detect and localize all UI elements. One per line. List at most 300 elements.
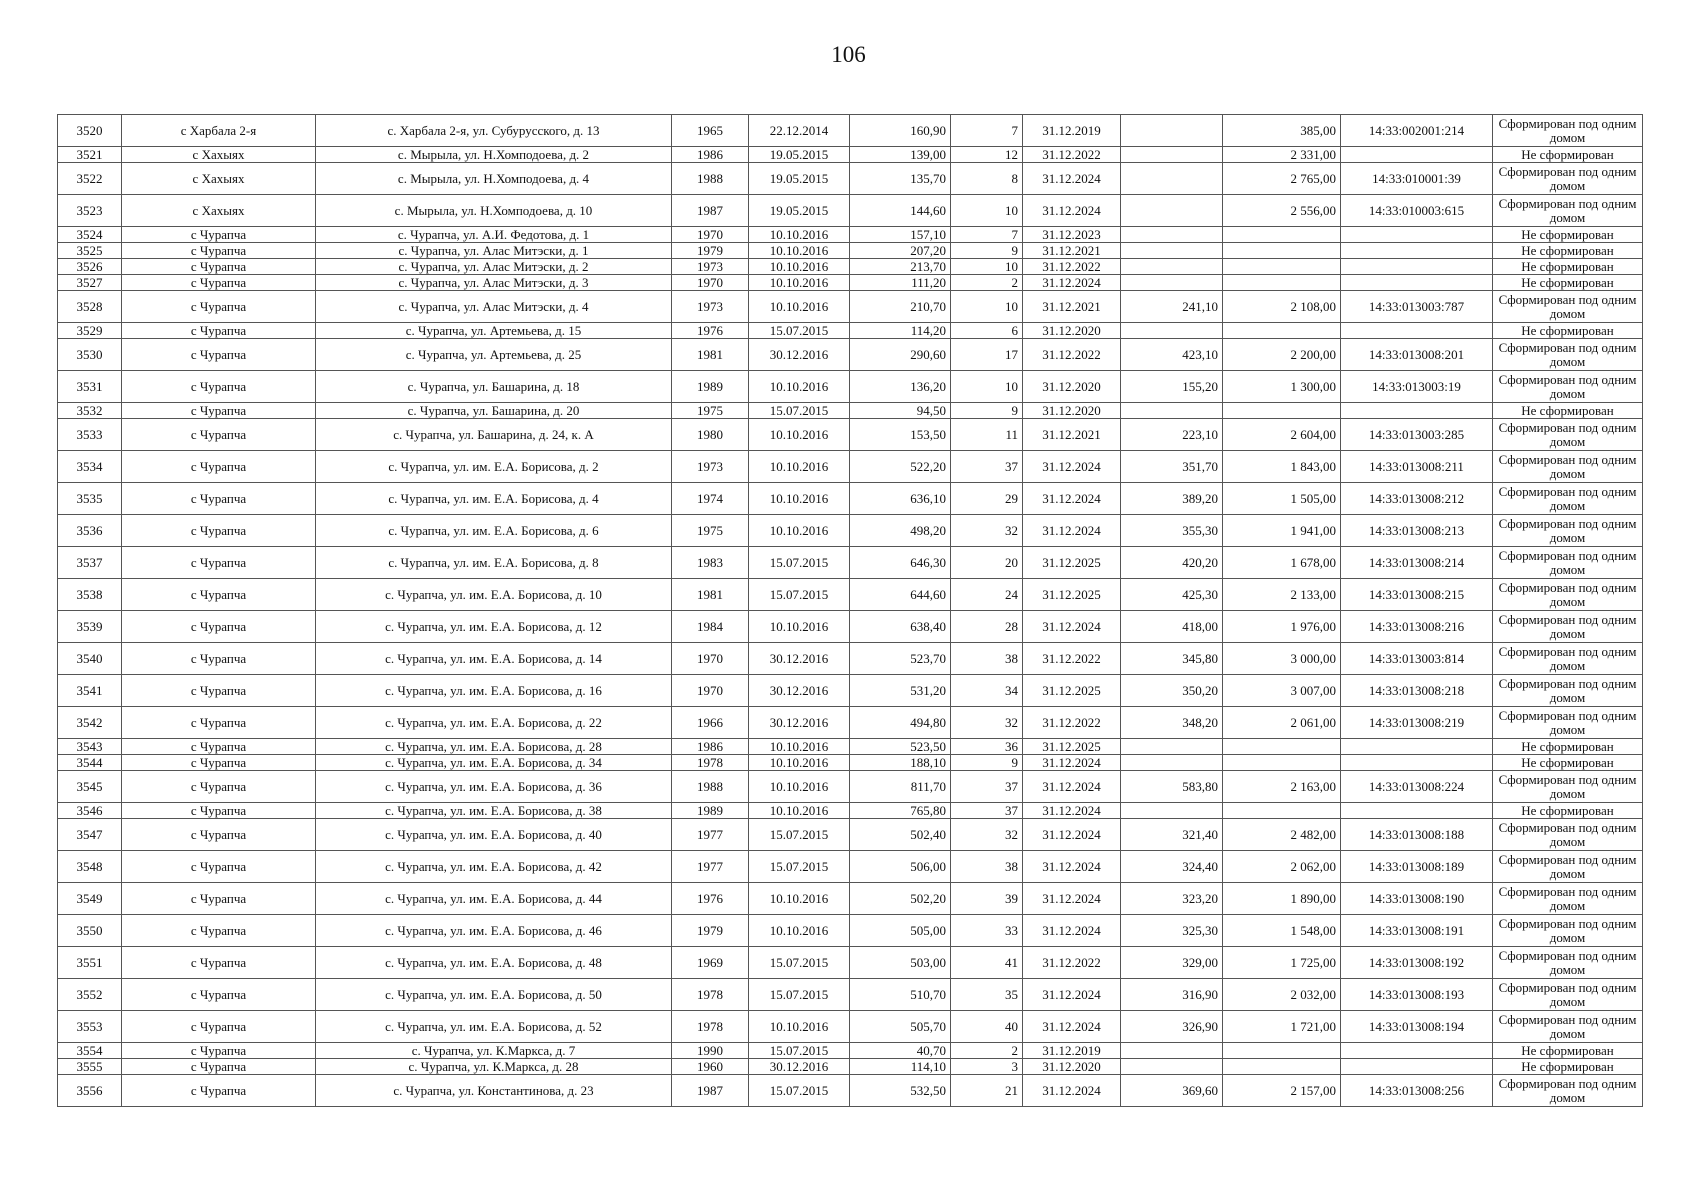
cell-planned-date: 31.12.2024 bbox=[1023, 819, 1121, 851]
cell-area: 636,10 bbox=[850, 483, 951, 515]
cell-land-status: Сформирован под одним домом bbox=[1493, 1011, 1643, 1043]
cell-address: с. Чурапча, ул. им. Е.А. Борисова, д. 16 bbox=[316, 675, 672, 707]
cell-residents: 3 bbox=[951, 1059, 1023, 1075]
cell-area: 505,70 bbox=[850, 1011, 951, 1043]
table-row bbox=[58, 419, 1643, 451]
cell-address: с. Чурапча, ул. им. Е.А. Борисова, д. 48 bbox=[316, 947, 672, 979]
cell-year-built: 1987 bbox=[672, 195, 749, 227]
cell-number: 3535 bbox=[58, 483, 122, 515]
cell-building-footprint: 351,70 bbox=[1121, 451, 1223, 483]
table-row bbox=[58, 339, 1643, 371]
cell-recognition-date: 15.07.2015 bbox=[749, 1043, 850, 1059]
cell-address: с. Чурапча, ул. им. Е.А. Борисова, д. 10 bbox=[316, 579, 672, 611]
cell-area: 502,20 bbox=[850, 883, 951, 915]
cell-address: с. Чурапча, ул. им. Е.А. Борисова, д. 2 bbox=[316, 451, 672, 483]
cell-recognition-date: 10.10.2016 bbox=[749, 611, 850, 643]
cell-planned-date: 31.12.2024 bbox=[1023, 451, 1121, 483]
table-row bbox=[58, 195, 1643, 227]
cell-settlement: с Чурапча bbox=[122, 451, 316, 483]
cell-year-built: 1977 bbox=[672, 819, 749, 851]
cell-year-built: 1989 bbox=[672, 803, 749, 819]
table-row bbox=[58, 611, 1643, 643]
table-row bbox=[58, 323, 1643, 339]
cell-area: 188,10 bbox=[850, 755, 951, 771]
cell-cadastral-number bbox=[1341, 755, 1493, 771]
cell-cadastral-number: 14:33:013003:814 bbox=[1341, 643, 1493, 675]
cell-residents: 32 bbox=[951, 515, 1023, 547]
cell-settlement: с Чурапча bbox=[122, 739, 316, 755]
cell-area: 523,70 bbox=[850, 643, 951, 675]
table-row bbox=[58, 115, 1643, 147]
cell-planned-date: 31.12.2022 bbox=[1023, 947, 1121, 979]
cell-number: 3529 bbox=[58, 323, 122, 339]
table-row bbox=[58, 771, 1643, 803]
cell-building-footprint bbox=[1121, 163, 1223, 195]
cell-cadastral-number: 14:33:013008:215 bbox=[1341, 579, 1493, 611]
cell-area: 811,70 bbox=[850, 771, 951, 803]
cell-land-status: Сформирован под одним домом bbox=[1493, 707, 1643, 739]
cell-land-area: 2 556,00 bbox=[1223, 195, 1341, 227]
cell-cadastral-number: 14:33:013008:192 bbox=[1341, 947, 1493, 979]
cell-address: с. Чурапча, ул. им. Е.А. Борисова, д. 50 bbox=[316, 979, 672, 1011]
cell-planned-date: 31.12.2020 bbox=[1023, 1059, 1121, 1075]
cell-year-built: 1975 bbox=[672, 403, 749, 419]
cell-area: 531,20 bbox=[850, 675, 951, 707]
cell-number: 3551 bbox=[58, 947, 122, 979]
cell-cadastral-number: 14:33:013003:787 bbox=[1341, 291, 1493, 323]
cell-area: 506,00 bbox=[850, 851, 951, 883]
cell-cadastral-number bbox=[1341, 243, 1493, 259]
cell-planned-date: 31.12.2024 bbox=[1023, 483, 1121, 515]
cell-cadastral-number bbox=[1341, 1059, 1493, 1075]
cell-land-status: Сформирован под одним домом bbox=[1493, 291, 1643, 323]
cell-year-built: 1970 bbox=[672, 675, 749, 707]
table-row bbox=[58, 1059, 1643, 1075]
cell-planned-date: 31.12.2021 bbox=[1023, 243, 1121, 259]
cell-planned-date: 31.12.2022 bbox=[1023, 147, 1121, 163]
cell-land-area: 1 890,00 bbox=[1223, 883, 1341, 915]
cell-number: 3556 bbox=[58, 1075, 122, 1107]
cell-settlement: с Чурапча bbox=[122, 611, 316, 643]
cell-address: с. Чурапча, ул. им. Е.А. Борисова, д. 42 bbox=[316, 851, 672, 883]
cell-building-footprint: 369,60 bbox=[1121, 1075, 1223, 1107]
cell-number: 3521 bbox=[58, 147, 122, 163]
cell-recognition-date: 15.07.2015 bbox=[749, 947, 850, 979]
cell-year-built: 1974 bbox=[672, 483, 749, 515]
cell-settlement: с Чурапча bbox=[122, 1043, 316, 1059]
cell-building-footprint bbox=[1121, 403, 1223, 419]
cell-area: 153,50 bbox=[850, 419, 951, 451]
cell-recognition-date: 10.10.2016 bbox=[749, 451, 850, 483]
cell-planned-date: 31.12.2023 bbox=[1023, 227, 1121, 243]
table-row bbox=[58, 739, 1643, 755]
cell-address: с. Чурапча, ул. им. Е.А. Борисова, д. 6 bbox=[316, 515, 672, 547]
cell-land-status: Не сформирован bbox=[1493, 1043, 1643, 1059]
cell-residents: 32 bbox=[951, 707, 1023, 739]
cell-address: с. Чурапча, ул. им. Е.А. Борисова, д. 4 bbox=[316, 483, 672, 515]
cell-year-built: 1989 bbox=[672, 371, 749, 403]
cell-recognition-date: 30.12.2016 bbox=[749, 675, 850, 707]
table-row bbox=[58, 579, 1643, 611]
cell-residents: 28 bbox=[951, 611, 1023, 643]
cell-settlement: с Хахыях bbox=[122, 163, 316, 195]
cell-recognition-date: 15.07.2015 bbox=[749, 403, 850, 419]
cell-planned-date: 31.12.2024 bbox=[1023, 883, 1121, 915]
cell-address: с. Чурапча, ул. Константинова, д. 23 bbox=[316, 1075, 672, 1107]
cell-building-footprint: 321,40 bbox=[1121, 819, 1223, 851]
cell-land-area: 385,00 bbox=[1223, 115, 1341, 147]
cell-land-status: Сформирован под одним домом bbox=[1493, 915, 1643, 947]
table-row bbox=[58, 371, 1643, 403]
table-row bbox=[58, 275, 1643, 291]
cell-cadastral-number: 14:33:013008:219 bbox=[1341, 707, 1493, 739]
cell-address: с. Чурапча, ул. им. Е.А. Борисова, д. 12 bbox=[316, 611, 672, 643]
cell-cadastral-number: 14:33:002001:214 bbox=[1341, 115, 1493, 147]
cell-recognition-date: 30.12.2016 bbox=[749, 643, 850, 675]
cell-residents: 41 bbox=[951, 947, 1023, 979]
cell-settlement: с Чурапча bbox=[122, 371, 316, 403]
cell-settlement: с Чурапча bbox=[122, 419, 316, 451]
table-row bbox=[58, 883, 1643, 915]
cell-land-area: 1 976,00 bbox=[1223, 611, 1341, 643]
table-row bbox=[58, 819, 1643, 851]
cell-year-built: 1965 bbox=[672, 115, 749, 147]
cell-area: 94,50 bbox=[850, 403, 951, 419]
cell-cadastral-number: 14:33:013008:214 bbox=[1341, 547, 1493, 579]
cell-number: 3545 bbox=[58, 771, 122, 803]
cell-settlement: с Чурапча bbox=[122, 291, 316, 323]
cell-recognition-date: 10.10.2016 bbox=[749, 371, 850, 403]
cell-building-footprint: 155,20 bbox=[1121, 371, 1223, 403]
table-row bbox=[58, 675, 1643, 707]
cell-land-status: Сформирован под одним домом bbox=[1493, 419, 1643, 451]
cell-number: 3555 bbox=[58, 1059, 122, 1075]
cell-cadastral-number bbox=[1341, 403, 1493, 419]
cell-address: с. Чурапча, ул. Алас Митэски, д. 4 bbox=[316, 291, 672, 323]
cell-address: с. Чурапча, ул. им. Е.А. Борисова, д. 8 bbox=[316, 547, 672, 579]
cell-cadastral-number bbox=[1341, 803, 1493, 819]
cell-residents: 32 bbox=[951, 819, 1023, 851]
cell-recognition-date: 15.07.2015 bbox=[749, 1075, 850, 1107]
cell-land-area bbox=[1223, 259, 1341, 275]
cell-planned-date: 31.12.2024 bbox=[1023, 163, 1121, 195]
cell-recognition-date: 30.12.2016 bbox=[749, 339, 850, 371]
cell-address: с. Чурапча, ул. К.Маркса, д. 7 bbox=[316, 1043, 672, 1059]
cell-area: 765,80 bbox=[850, 803, 951, 819]
cell-cadastral-number: 14:33:013008:190 bbox=[1341, 883, 1493, 915]
cell-cadastral-number: 14:33:013008:216 bbox=[1341, 611, 1493, 643]
cell-land-status: Сформирован под одним домом bbox=[1493, 547, 1643, 579]
cell-land-status: Сформирован под одним домом bbox=[1493, 611, 1643, 643]
cell-residents: 17 bbox=[951, 339, 1023, 371]
cell-recognition-date: 10.10.2016 bbox=[749, 915, 850, 947]
cell-number: 3520 bbox=[58, 115, 122, 147]
cell-cadastral-number bbox=[1341, 227, 1493, 243]
page-number: 106 bbox=[831, 42, 866, 67]
cell-residents: 33 bbox=[951, 915, 1023, 947]
cell-year-built: 1983 bbox=[672, 547, 749, 579]
cell-planned-date: 31.12.2020 bbox=[1023, 323, 1121, 339]
cell-recognition-date: 10.10.2016 bbox=[749, 275, 850, 291]
cell-year-built: 1987 bbox=[672, 1075, 749, 1107]
cell-planned-date: 31.12.2024 bbox=[1023, 275, 1121, 291]
cell-land-area: 1 678,00 bbox=[1223, 547, 1341, 579]
cell-planned-date: 31.12.2024 bbox=[1023, 515, 1121, 547]
cell-residents: 8 bbox=[951, 163, 1023, 195]
cell-area: 505,00 bbox=[850, 915, 951, 947]
cell-settlement: с Чурапча bbox=[122, 483, 316, 515]
cell-area: 114,20 bbox=[850, 323, 951, 339]
cell-settlement: с Чурапча bbox=[122, 275, 316, 291]
cell-year-built: 1973 bbox=[672, 291, 749, 323]
cell-year-built: 1990 bbox=[672, 1043, 749, 1059]
cell-building-footprint: 324,40 bbox=[1121, 851, 1223, 883]
cell-residents: 2 bbox=[951, 1043, 1023, 1059]
cell-address: с. Чурапча, ул. Башарина, д. 20 bbox=[316, 403, 672, 419]
table-row bbox=[58, 1075, 1643, 1107]
cell-land-status: Не сформирован bbox=[1493, 243, 1643, 259]
cell-planned-date: 31.12.2024 bbox=[1023, 195, 1121, 227]
table-row bbox=[58, 515, 1643, 547]
cell-number: 3553 bbox=[58, 1011, 122, 1043]
cell-year-built: 1970 bbox=[672, 227, 749, 243]
cell-year-built: 1978 bbox=[672, 755, 749, 771]
cell-cadastral-number: 14:33:013008:218 bbox=[1341, 675, 1493, 707]
cell-year-built: 1980 bbox=[672, 419, 749, 451]
cell-settlement: с Чурапча bbox=[122, 227, 316, 243]
cell-building-footprint bbox=[1121, 1059, 1223, 1075]
cell-area: 498,20 bbox=[850, 515, 951, 547]
cell-planned-date: 31.12.2024 bbox=[1023, 915, 1121, 947]
cell-recognition-date: 10.10.2016 bbox=[749, 771, 850, 803]
cell-number: 3541 bbox=[58, 675, 122, 707]
cell-settlement: с Чурапча bbox=[122, 851, 316, 883]
cell-land-status: Не сформирован bbox=[1493, 1059, 1643, 1075]
cell-settlement: с Чурапча bbox=[122, 339, 316, 371]
cell-cadastral-number: 14:33:013003:19 bbox=[1341, 371, 1493, 403]
cell-address: с. Мырыла, ул. Н.Хомподоева, д. 10 bbox=[316, 195, 672, 227]
cell-year-built: 1970 bbox=[672, 275, 749, 291]
cell-cadastral-number: 14:33:013008:189 bbox=[1341, 851, 1493, 883]
cell-cadastral-number: 14:33:013008:201 bbox=[1341, 339, 1493, 371]
table-row bbox=[58, 403, 1643, 419]
cell-recognition-date: 19.05.2015 bbox=[749, 147, 850, 163]
table-row bbox=[58, 643, 1643, 675]
cell-address: с. Чурапча, ул. Алас Митэски, д. 3 bbox=[316, 275, 672, 291]
table-body bbox=[58, 115, 1643, 1107]
cell-residents: 9 bbox=[951, 403, 1023, 419]
cell-recognition-date: 15.07.2015 bbox=[749, 547, 850, 579]
cell-land-status: Сформирован под одним домом bbox=[1493, 115, 1643, 147]
cell-land-status: Сформирован под одним домом bbox=[1493, 515, 1643, 547]
cell-building-footprint: 350,20 bbox=[1121, 675, 1223, 707]
cell-settlement: с Чурапча bbox=[122, 675, 316, 707]
cell-address: с. Чурапча, ул. Артемьева, д. 25 bbox=[316, 339, 672, 371]
cell-land-status: Сформирован под одним домом bbox=[1493, 451, 1643, 483]
cell-building-footprint: 325,30 bbox=[1121, 915, 1223, 947]
cell-cadastral-number: 14:33:010001:39 bbox=[1341, 163, 1493, 195]
cell-address: с. Чурапча, ул. им. Е.А. Борисова, д. 36 bbox=[316, 771, 672, 803]
table-row bbox=[58, 451, 1643, 483]
cell-year-built: 1975 bbox=[672, 515, 749, 547]
table-row bbox=[58, 547, 1643, 579]
cell-planned-date: 31.12.2024 bbox=[1023, 1075, 1121, 1107]
table-row bbox=[58, 259, 1643, 275]
cell-address: с. Чурапча, ул. Башарина, д. 18 bbox=[316, 371, 672, 403]
cell-settlement: с Чурапча bbox=[122, 979, 316, 1011]
cell-year-built: 1976 bbox=[672, 323, 749, 339]
cell-land-area: 2 163,00 bbox=[1223, 771, 1341, 803]
cell-building-footprint: 583,80 bbox=[1121, 771, 1223, 803]
cell-land-status: Сформирован под одним домом bbox=[1493, 339, 1643, 371]
cell-residents: 34 bbox=[951, 675, 1023, 707]
cell-address: с. Чурапча, ул. им. Е.А. Борисова, д. 14 bbox=[316, 643, 672, 675]
cell-planned-date: 31.12.2025 bbox=[1023, 579, 1121, 611]
cell-number: 3534 bbox=[58, 451, 122, 483]
cell-recognition-date: 10.10.2016 bbox=[749, 227, 850, 243]
cell-recognition-date: 10.10.2016 bbox=[749, 419, 850, 451]
cell-recognition-date: 10.10.2016 bbox=[749, 755, 850, 771]
cell-planned-date: 31.12.2025 bbox=[1023, 547, 1121, 579]
cell-year-built: 1978 bbox=[672, 1011, 749, 1043]
cell-recognition-date: 10.10.2016 bbox=[749, 883, 850, 915]
cell-recognition-date: 15.07.2015 bbox=[749, 979, 850, 1011]
cell-building-footprint bbox=[1121, 115, 1223, 147]
cell-land-area: 3 007,00 bbox=[1223, 675, 1341, 707]
cell-number: 3550 bbox=[58, 915, 122, 947]
cell-cadastral-number: 14:33:013008:194 bbox=[1341, 1011, 1493, 1043]
cell-number: 3540 bbox=[58, 643, 122, 675]
cell-settlement: с Чурапча bbox=[122, 819, 316, 851]
cell-year-built: 1976 bbox=[672, 883, 749, 915]
cell-residents: 10 bbox=[951, 291, 1023, 323]
cell-number: 3554 bbox=[58, 1043, 122, 1059]
cell-address: с. Чурапча, ул. Алас Митэски, д. 2 bbox=[316, 259, 672, 275]
cell-year-built: 1979 bbox=[672, 243, 749, 259]
cell-recognition-date: 19.05.2015 bbox=[749, 195, 850, 227]
cell-residents: 36 bbox=[951, 739, 1023, 755]
cell-building-footprint: 323,20 bbox=[1121, 883, 1223, 915]
cell-land-area bbox=[1223, 1043, 1341, 1059]
cell-building-footprint: 423,10 bbox=[1121, 339, 1223, 371]
table-row bbox=[58, 979, 1643, 1011]
cell-building-footprint: 425,30 bbox=[1121, 579, 1223, 611]
cell-building-footprint bbox=[1121, 323, 1223, 339]
cell-building-footprint bbox=[1121, 739, 1223, 755]
cell-residents: 40 bbox=[951, 1011, 1023, 1043]
cell-number: 3542 bbox=[58, 707, 122, 739]
cell-land-status: Не сформирован bbox=[1493, 739, 1643, 755]
cell-building-footprint: 345,80 bbox=[1121, 643, 1223, 675]
cell-cadastral-number bbox=[1341, 147, 1493, 163]
cell-land-status: Сформирован под одним домом bbox=[1493, 819, 1643, 851]
cell-building-footprint bbox=[1121, 275, 1223, 291]
cell-address: с. Чурапча, ул. им. Е.А. Борисова, д. 44 bbox=[316, 883, 672, 915]
cell-address: с. Мырыла, ул. Н.Хомподоева, д. 2 bbox=[316, 147, 672, 163]
cell-area: 111,20 bbox=[850, 275, 951, 291]
cell-planned-date: 31.12.2024 bbox=[1023, 755, 1121, 771]
cell-recognition-date: 15.07.2015 bbox=[749, 579, 850, 611]
table-row bbox=[58, 755, 1643, 771]
cell-cadastral-number: 14:33:013008:211 bbox=[1341, 451, 1493, 483]
cell-planned-date: 31.12.2021 bbox=[1023, 291, 1121, 323]
cell-land-status: Сформирован под одним домом bbox=[1493, 979, 1643, 1011]
cell-residents: 9 bbox=[951, 243, 1023, 259]
cell-land-area: 2 482,00 bbox=[1223, 819, 1341, 851]
cell-year-built: 1977 bbox=[672, 851, 749, 883]
cell-land-area: 1 725,00 bbox=[1223, 947, 1341, 979]
cell-planned-date: 31.12.2024 bbox=[1023, 979, 1121, 1011]
cell-year-built: 1986 bbox=[672, 147, 749, 163]
cell-settlement: с Чурапча bbox=[122, 1059, 316, 1075]
cell-cadastral-number: 14:33:013008:212 bbox=[1341, 483, 1493, 515]
cell-land-status: Не сформирован bbox=[1493, 275, 1643, 291]
cell-cadastral-number: 14:33:013008:191 bbox=[1341, 915, 1493, 947]
cell-residents: 11 bbox=[951, 419, 1023, 451]
cell-settlement: с Чурапча bbox=[122, 403, 316, 419]
cell-building-footprint: 316,90 bbox=[1121, 979, 1223, 1011]
cell-number: 3548 bbox=[58, 851, 122, 883]
cell-residents: 39 bbox=[951, 883, 1023, 915]
cell-area: 502,40 bbox=[850, 819, 951, 851]
table-row bbox=[58, 227, 1643, 243]
cell-residents: 6 bbox=[951, 323, 1023, 339]
table-row bbox=[58, 915, 1643, 947]
cell-land-area: 2 061,00 bbox=[1223, 707, 1341, 739]
cell-year-built: 1988 bbox=[672, 163, 749, 195]
cell-year-built: 1960 bbox=[672, 1059, 749, 1075]
cell-cadastral-number bbox=[1341, 323, 1493, 339]
table-row bbox=[58, 243, 1643, 259]
cell-land-area bbox=[1223, 243, 1341, 259]
cell-settlement: с Чурапча bbox=[122, 915, 316, 947]
cell-number: 3525 bbox=[58, 243, 122, 259]
cell-building-footprint bbox=[1121, 227, 1223, 243]
cell-area: 114,10 bbox=[850, 1059, 951, 1075]
cell-settlement: с Чурапча bbox=[122, 755, 316, 771]
cell-building-footprint bbox=[1121, 243, 1223, 259]
cell-settlement: с Чурапча bbox=[122, 243, 316, 259]
cell-recognition-date: 10.10.2016 bbox=[749, 259, 850, 275]
cell-area: 644,60 bbox=[850, 579, 951, 611]
cell-land-area: 3 000,00 bbox=[1223, 643, 1341, 675]
cell-year-built: 1981 bbox=[672, 579, 749, 611]
cell-building-footprint bbox=[1121, 259, 1223, 275]
cell-area: 135,70 bbox=[850, 163, 951, 195]
cell-building-footprint: 241,10 bbox=[1121, 291, 1223, 323]
cell-land-status: Сформирован под одним домом bbox=[1493, 771, 1643, 803]
cell-residents: 37 bbox=[951, 771, 1023, 803]
cell-recognition-date: 10.10.2016 bbox=[749, 739, 850, 755]
cell-recognition-date: 10.10.2016 bbox=[749, 291, 850, 323]
cell-recognition-date: 15.07.2015 bbox=[749, 323, 850, 339]
cell-area: 144,60 bbox=[850, 195, 951, 227]
cell-land-area bbox=[1223, 403, 1341, 419]
table-row bbox=[58, 851, 1643, 883]
cell-land-area: 2 032,00 bbox=[1223, 979, 1341, 1011]
cell-settlement: с Чурапча bbox=[122, 579, 316, 611]
cell-residents: 37 bbox=[951, 451, 1023, 483]
cell-cadastral-number bbox=[1341, 739, 1493, 755]
table-row bbox=[58, 483, 1643, 515]
cell-area: 290,60 bbox=[850, 339, 951, 371]
cell-planned-date: 31.12.2024 bbox=[1023, 611, 1121, 643]
cell-planned-date: 31.12.2021 bbox=[1023, 419, 1121, 451]
cell-residents: 20 bbox=[951, 547, 1023, 579]
cell-residents: 10 bbox=[951, 371, 1023, 403]
cell-number: 3539 bbox=[58, 611, 122, 643]
cell-land-area: 2 062,00 bbox=[1223, 851, 1341, 883]
